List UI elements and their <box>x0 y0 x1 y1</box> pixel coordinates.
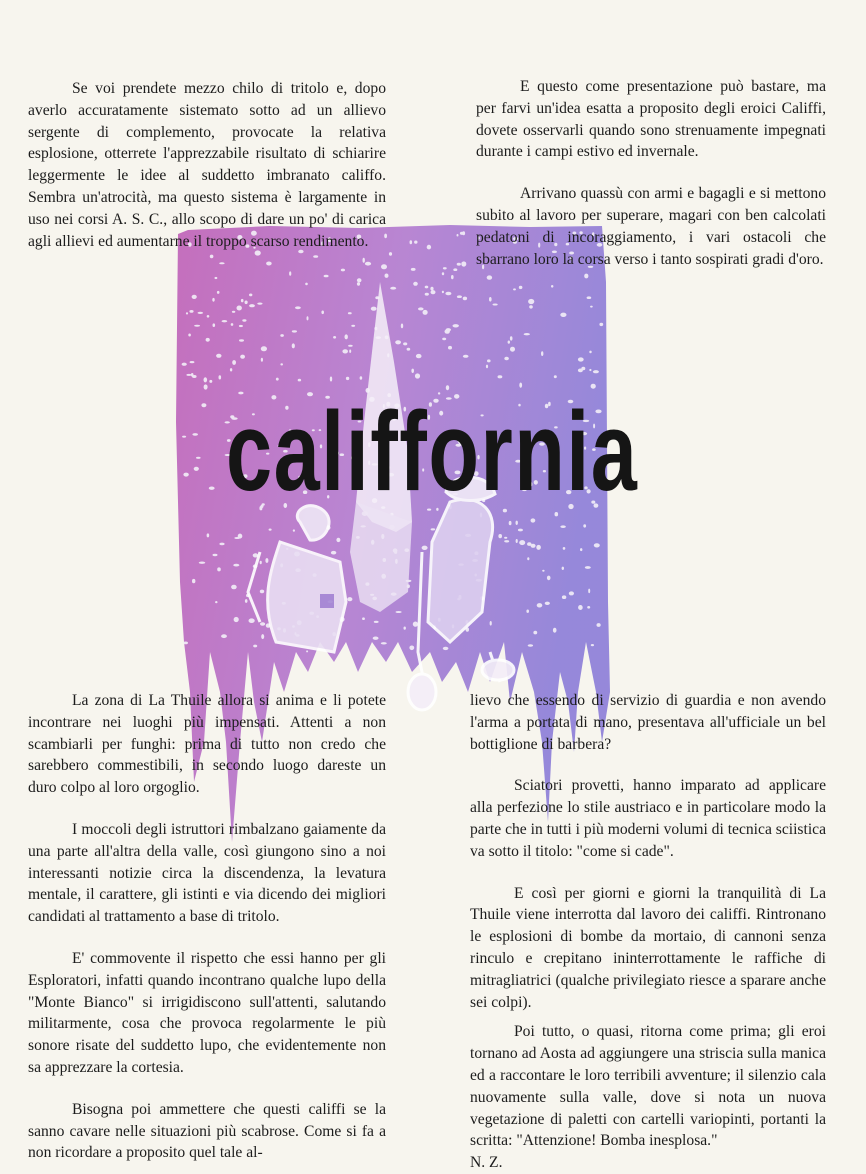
column-bottom-left <box>28 690 386 1164</box>
paragraph: La zona di La Thuile allora si anima e li potete incontrare nei luoghi più impensati. Attenti a non scambiarli per funghi: prima di tutto non credo che sarebbero commestibili, in secondo luogo dareste un duro colpo al loro orgoglio. <box>28 692 386 797</box>
paragraph: E così per giorni e giorni la tranquilità di La Thuile viene interrotta dal lavoro dei califfi. Rintronano le esplosioni di bombe da mortaio, di cannoni senza rinculo e crepitano ininterrottamente le raffiche di mitragliatrici (qualche privilegiato riesce a sparare anche sei colpi). <box>470 884 826 1011</box>
author-signature: N. Z. <box>470 1154 503 1172</box>
paragraph: I moccoli degli istruttori rimbalzano gaiamente da una parte all'altra della valle, così giungono sino a noi interessanti notizie circa la discendenza, la levatura mentale, il carattere, gli istinti e via dicendo dei migliori candidati al trattamento a base di tritolo. <box>28 820 386 926</box>
article-title: califfornia <box>226 389 639 514</box>
column-top-left <box>28 78 386 252</box>
paragraph: Arrivano quassù con armi e bagagli e si mettono subito al lavoro per superare, magari con ben calcolati pedatoni di incoraggiamento, i vari ostacoli che sbarrano loro la corsa verso i tanto sospirati gradi d'oro. <box>476 185 826 268</box>
column-top-right <box>476 76 826 270</box>
paragraph: E questo come presentazione può bastare, ma per farvi un'idea esatta a proposito degli eroici Califfi, dovete osservarli quando sono strenuamente impegnati durante i campi estivo ed invernale. <box>476 78 826 161</box>
paragraph: Se voi prendete mezzo chilo di tritolo e, dopo averlo accuratamente sistemato sotto ad un allievo sergente di complemento, provocate la relativa esplosione, otterrete l'apprezzabile risultato di schiarire leggermente le idee al suddetto imbranato califfo. Sembra un'atrocità, ma questo sistema è largamente in uso nei corsi A. S. C., allo scopo di dare un po' di carica agli allievi ed aumentarne il troppo scarso rendimento. <box>28 80 386 250</box>
paragraph: Sciatori provetti, hanno imparato ad applicare alla perfezione lo stile austriaco e in particolare modo la parte che in tutti i più moderni volumi di tecnica sciistica va sotto il titolo: "come si cade". <box>470 777 826 860</box>
paragraph: E' commovente il rispetto che essi hanno per gli Esploratori, infatti quando incontrano qualche lupo della "Monte Bianco" si irrigidiscono sull'attenti, salutando militarmente, cosa che provoca regolarmente le più sonore risate del suddetto lupo, che evidentemente non sa apprezzare la cortesia. <box>28 949 386 1076</box>
paragraph: Bisogna poi ammettere che questi califfi se la sanno cavare nelle situazioni più scabrose. Come si fa a non ricordare a proposito quel tale al- <box>28 1100 386 1162</box>
paragraph-continuation: lievo che essendo di servizio di guardia e non avendo l'arma a portata di mano, presentava all'ufficiale un bel bottiglione di barbera? <box>470 692 826 753</box>
paragraph: Poi tutto, o quasi, ritorna come prima; gli eroi tornano ad Aosta ad aggiungere una striscia sulla manica ed a raccontare le loro terribili avventure; il silenzio cala nuovamente sulla valle, dove si nota un nuova vegetazione di paletti con cartelli variopinti, portanti la scritta: "Attenzione! Bomba inesplosa." <box>470 1023 826 1150</box>
column-bottom-right <box>470 690 826 1174</box>
